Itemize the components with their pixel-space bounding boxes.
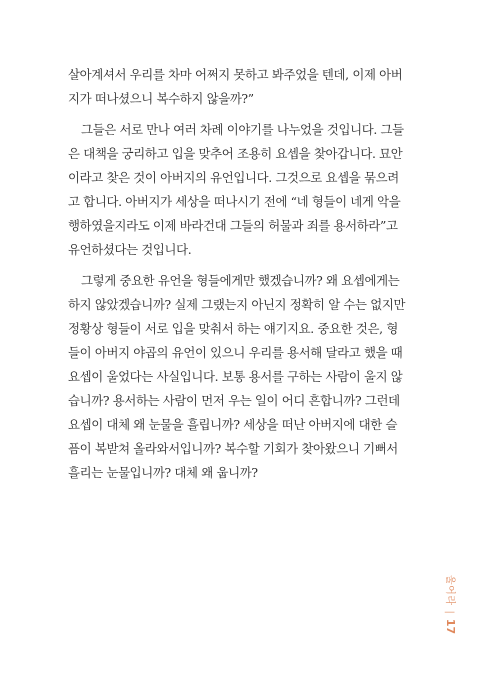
- text-line: 이라고 찾은 것이 아버지의 유언입니다. 그것으로 요셉을 묶으려: [68, 170, 399, 185]
- running-title: 울어라: [444, 575, 455, 606]
- text-line: 요셉이 울었다는 사실입니다. 보통 용서를 구하는 사람이 울지 않: [68, 369, 403, 384]
- page-number: 17: [444, 618, 457, 635]
- text-line: 하지 않았겠습니까? 실제 그랬는지 아닌지 정확히 알 수는 없지만: [68, 297, 406, 312]
- text-line: 은 대책을 궁리하고 입을 맞추어 조용히 요셉을 찾아갑니다. 묘안: [68, 146, 403, 161]
- text-line: 살아계셔서 우리를 차마 어쩌지 못하고 봐주었을 텐데, 이제 아버: [68, 67, 403, 82]
- text-line: 흘리는 눈물입니까? 대체 왜 웁니까?: [68, 465, 258, 480]
- text-line: 정황상 형들이 서로 입을 맞춰서 하는 얘기지요. 중요한 것은, 형: [68, 321, 398, 336]
- body-text: [68, 63, 448, 485]
- text-line: 고 합니다. 아버지가 세상을 떠나시기 전에 “네 형들이 네게 악을: [68, 194, 401, 209]
- text-line: 습니까? 용서하는 사람이 먼저 우는 일이 어디 흔합니까? 그런데: [68, 393, 400, 408]
- text-line: 행하였을지라도 이제 바라건대 그들의 허물과 죄를 용서하라”고: [68, 218, 398, 233]
- page-footer: [441, 575, 461, 665]
- text-line: 지가 떠나셨으니 복수하지 않을까?”: [68, 91, 254, 106]
- text-line: 픔이 복받쳐 올라와서입니까? 복수할 기회가 찾아왔으니 기뻐서: [68, 441, 398, 456]
- footer-separator: |: [444, 610, 455, 614]
- text-line: 그들은 서로 만나 여러 차례 이야기를 나누었을 것입니다. 그들: [81, 122, 404, 137]
- text-line: 유언하셨다는 것입니다.: [68, 242, 192, 257]
- text-line: 요셉이 대체 왜 눈물을 흘립니까? 세상을 떠난 아버지에 대한 슬: [68, 417, 398, 432]
- text-line: 그렇게 중요한 유언을 형들에게만 했겠습니까? 왜 요셉에게는: [81, 273, 400, 288]
- text-line: 들이 아버지 야곱의 유언이 있으니 우리를 용서해 달라고 했을 때: [68, 345, 403, 360]
